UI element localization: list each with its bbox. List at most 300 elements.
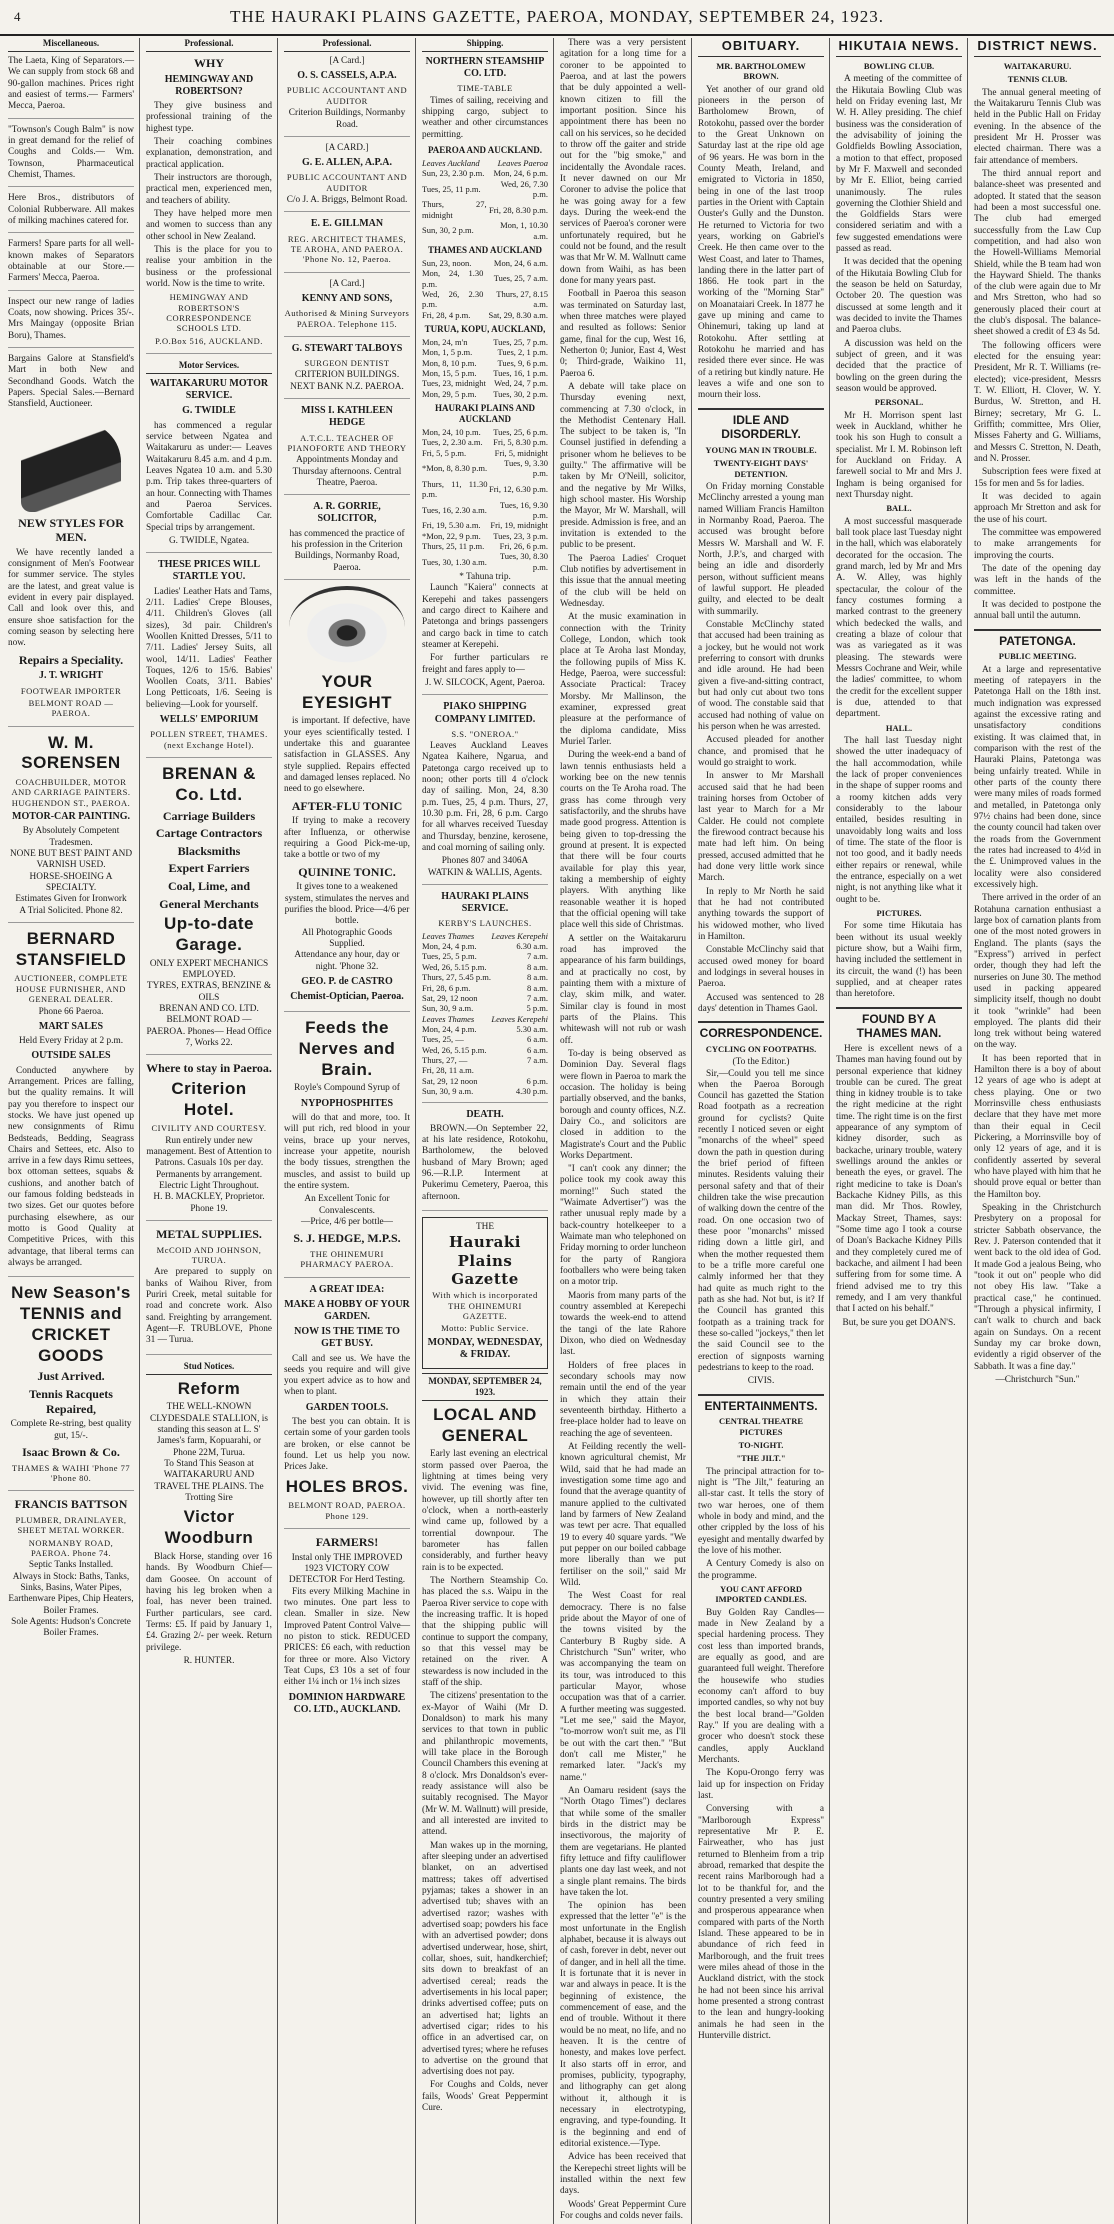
piako-ad <box>422 701 548 885</box>
steamship-ad <box>422 56 548 695</box>
ball-text: A most successful masquerade ball took place last Tuesday night in the hall, which was elaborately decorated for the occasion. The grand march, led by Mr and Mrs A. W. Alley, was highly spectacular, the colour of the fancy costumes forming a marked contrast to the greenery which bedecked the walls, and creating a blaze of colour that was as variegated as it was pleasing. The stewards were Messrs Cochrane and Weir, while the ladies' committee, to whom the credit for the excellent supper is due, attended to that department. <box>836 516 962 720</box>
news-paragraph: A debate will take place on Thursday evening next, commencing at 7.30 o'clock, in the Methodist Centenary Hall. The subject to be taken is, "In Counsel justified in defending a prisoner whom he believes to be guilty." The affirmative will be taken by Mr O'Neill, solicitor, and the negative by Mr Wilks, high school master. His Worship the Mayor, Mr W. Marshall, will preside. Admission is free, and an invitation is extended to the public to be present. <box>560 381 686 551</box>
idle-paragraph: On Friday morning Constable McClinchy arrested a young man named William Francis Hamilton in Normanby Road, Paeroa. The accused was brought before Messrs W. Marshall and W. F. North, J.P.'s, and charged with being an idle and disorderly person, without sufficient means of lawful support. He pleaded guilty, and elected to be dealt with summarily. <box>698 482 824 617</box>
isaac-sub: THAMES & WAIHI 'Phone 77 'Phone 80. <box>11 1462 131 1483</box>
timetable-cell: Tues, 25, 11 p.m. <box>422 183 481 194</box>
timetable-cell: Tues, 23, midnight <box>422 378 486 389</box>
afterflu-text: If trying to make a recovery after Influenza, or otherwise requiring a Good Pick-me-up, take a bottle or two of my <box>284 816 410 861</box>
cycling-sub: CYCLING ON FOOTPATHS. <box>705 1043 817 1054</box>
timetable-row <box>422 268 548 289</box>
gorrie-text: has commenced the practice of his profession in the Criterion Buildings, Normanby Road, Paeroa. <box>289 528 405 573</box>
battson-sub: PLUMBER, DRAINLAYER, SHEET METAL WORKER. <box>15 1514 127 1536</box>
cassels-sub: PUBLIC ACCOUNTANT AND AUDITOR <box>286 85 408 106</box>
tennis-goods-ad <box>8 1283 134 1491</box>
local-general-text <box>422 1449 548 2114</box>
gazette-the: THE <box>475 1222 495 1232</box>
allen-name: G. E. ALLEN, A.P.A. <box>302 157 392 169</box>
tennis-paragraph: The annual general meeting of the Waitakaruru Tennis Club was held in the Public Hall on Friday evening. In the absence of the president Mr H. Prosser was elected chairman. There was a fair attendance of members. <box>974 87 1101 166</box>
isaac-brown: Isaac Brown & Co. <box>22 1444 120 1459</box>
timetable-row <box>422 551 548 572</box>
timetable-header-cell: Leaves Thames <box>422 1013 475 1024</box>
timetable-cell: Mon, 24, 10 p.m. <box>422 427 481 438</box>
timetable-header <box>422 158 548 168</box>
gazette-masthead <box>422 1217 548 1369</box>
gorrie-card <box>284 501 410 580</box>
woodburn-head: To Stand This Season at WAITAKARURU AND TRAVEL THE PLAINS. The Trotting Sire <box>154 1459 264 1504</box>
timetable-row <box>422 458 548 479</box>
hikutaia-heading: HIKUTAIA NEWS. <box>836 38 962 57</box>
why-text <box>146 101 272 290</box>
timetable-row <box>422 1024 548 1034</box>
hypophosphites-ad <box>284 1018 410 1277</box>
timetable-row <box>422 1065 548 1075</box>
timetable-cell: Mon, 24, 6 p.m. <box>493 168 548 179</box>
timetable-cell: Fri, 12, 6.30 p.m. <box>488 484 548 495</box>
hps-name: HAURAKI PLAINS SERVICE. <box>441 891 529 915</box>
bowling-paragraph: A meeting of the committee of the Hikutaia Bowling Club was held on Friday evening last, Mr W. H. Alley presiding. The chief business was the consideration of the advisability of joining the Goldfields Bowling Association, a motion to that effect, proposed by Mr F. Maxwell and seconded by Mr E. Elliot, being carried unanimously. The rules governing the Clothier Shield and the Goldfields Stars were considered seriatim and with a few suggested emendations were passed as read. <box>836 74 963 255</box>
woodburn-text: Black Horse, standing over 16 hands. By Woodburn Chief—dam Goosee. On account of having his leg broken when a foal, has never been trained. Further particulars, see card. Terms: £5. If paid by January 1, £4. Grazing 2/- per week. Return privilege. <box>146 1551 272 1653</box>
why-paragraph: Their coaching combines explanation, demonstration, and practical application. <box>146 136 272 170</box>
outside-sales: OUTSIDE SALES <box>31 1050 111 1062</box>
mart-text: Held Every Friday at 2 p.m. <box>18 1036 124 1047</box>
bowling-sub: BOWLING CLUB. <box>863 60 935 71</box>
shoe-ad <box>8 422 134 727</box>
tennis-paragraph: The third annual report and balance-sheet was presented and adopted. It stated that the season had been a most successful one. The club had emerged successfully from the Law Cup competition, and had also won the Howell-Williams Memorial Shield, while the B team had won the Hayward Shield. The thanks of the club were again due to Mr and Mrs Stretton, who had so generously placed their court at the club's disposal. The balance-sheet showed a credit of £3 4s 5d. <box>974 168 1101 338</box>
misc-ads <box>8 56 134 416</box>
timetable-row <box>422 993 548 1003</box>
timetable-cell: 5 p.m. <box>526 1003 548 1014</box>
card-label: [A Card.] <box>329 278 365 289</box>
brenan-line: Coal, Lime, and <box>167 879 250 894</box>
timetable-row <box>422 199 548 220</box>
tools-headline: GARDEN TOOLS. <box>305 1401 389 1413</box>
timetable-row <box>422 368 548 378</box>
bowling-paragraph: A discussion was held on the subject of green, and it was decided that the practice of bowling on the green during the season would be approved. <box>836 338 962 395</box>
castro-name: GEO. P. de CASTRO <box>301 975 393 987</box>
timetable-cell: Tues, 23, 3 p.m. <box>493 530 548 541</box>
misc-ad: Here Bros., distributors of Colonial Rubberware. All makes of milking machines catered for. <box>8 193 134 233</box>
why-paragraph: This is the place for you to realise your ambition in the business or the professional world. Now is the time to write. <box>146 244 272 289</box>
hobby: MAKE A HOBBY OF YOUR GARDEN. <box>284 1298 410 1322</box>
timetable-cell: Mon, 24, 1.30 p.m. <box>422 268 484 289</box>
timetable-cell: Mon, 8, 10 p.m. <box>422 357 477 368</box>
hedge-name: MISS I. KATHLEEN HEDGE <box>301 405 393 429</box>
news-paragraph: Advice has been received that the Kerepechi street lights will be installed within the next few days. <box>560 2152 686 2197</box>
local-paragraph: For Coughs and Colds, never fails, Woods' Great Peppermint Cure. <box>422 2080 548 2114</box>
public-text: At a large and representative meeting of ratepayers in the Patetonga Hall on the 18th inst. much indignation was expressed against the excessive rating and unsatisfactory conditions existing. It was claimed that, in comparison with the rest of the Hauraki Plains, Patetonga was being unfairly treated. While in other parts of the county there were many miles of roads formed and metalled, in Patetonga only 97½ chains had been done, since the county council had taken over the roads from the Government the rates had increased to 4½d in the £. Unimproved values in the locality were also considered excessively high. <box>974 664 1101 890</box>
eyesight-ad <box>284 586 410 1012</box>
dateline: MONDAY, SEPTEMBER 24, 1923. <box>422 1373 548 1401</box>
shoe-headline: NEW STYLES FOR MEN. <box>18 515 124 545</box>
candles-text: Buy Golden Ray Candles—made in New Zealand by a special hardening process. They cost less than imported brands, are equally as good, and are guaranteed full weight. Therefore the housewife who studies economy can't afford to buy imported candles, so why not buy the best local brand—"Golden Ray." If you are dealing with a grocer who doesn't stock these candles, apply Auckland Merchants. <box>698 1607 824 1766</box>
horse-shoeing: HORSE-SHOEING A SPECIALTY. <box>29 871 113 893</box>
hall-sub: HALL. <box>885 722 913 733</box>
mackley: H. B. MACKLEY, Proprietor. Phone 19. <box>153 1192 265 1214</box>
bowling-text <box>836 74 962 395</box>
cassels-address: Criterion Buildings, Normanby Road. <box>288 108 406 130</box>
holes-ad <box>284 1284 410 1530</box>
gazette-title: Hauraki Plains Gazette <box>448 1233 521 1288</box>
battson-address: NORMANBY ROAD, PAEROA. Phone 74. <box>28 1537 114 1558</box>
idle-headline: IDLE AND DISORDERLY. <box>698 408 824 442</box>
civility: CIVILITY AND COURTESY. <box>151 1123 267 1134</box>
castro-sub: Chemist-Optician, Paeroa. <box>290 991 404 1003</box>
attendance: Attendance any hour, day or night. 'Phone 32. <box>294 950 400 972</box>
news-paragraph: An Oamaru resident (says the "North Otago Times") declares that while some of the smaller birds in the district may be insectivorous, the majority of them are vegetarians. He planted fifty lettuce and fifty cauliflower plants one day last week, and not a single plant remains. The birds have taken the lot. <box>560 1785 686 1898</box>
stansfield-phone: Phone 66 Paeroa. <box>38 1006 104 1017</box>
timetable-row <box>422 1003 548 1013</box>
talboys-sub: SURGEON DENTIST <box>304 358 390 369</box>
news-paragraph: Woods' Great Peppermint Cure For coughs and colds never fails. <box>560 2199 686 2222</box>
brenan-address: BRENAN AND CO. LTD. BELMONT ROAD — PAEROA. Phones— Head Office 7, Works 22. <box>146 1004 272 1049</box>
timetable-cell: 7 a.m. <box>526 1055 548 1066</box>
idle-paragraph: In reply to Mr North he said that he had not contributed anything towards the support of his widowed mother, who lived in Hamilton. <box>698 886 824 942</box>
tennis-paragraph: The date of the opening day was left in the hands of the committee. <box>974 564 1101 597</box>
tennis-text <box>974 88 1101 623</box>
timetable-cell: Tues, 16, 2.30 a.m. <box>422 504 487 515</box>
sjhedge-name: S. J. HEDGE, M.P.S. <box>293 1231 401 1246</box>
timetable-cell: Sun, 30, 9 a.m. <box>422 1086 474 1097</box>
shoe-text: We have recently landed a consignment of Men's Footwear for summer service. The styles are the latest, and great value is evident in every pair displayed. Call and look over this, and ensure shoe satisfaction for the coming season by selecting here now. <box>8 547 134 649</box>
column-heading: Professional. <box>284 38 410 52</box>
timetable-cell: Thurs, 27, 5.45 p.m. <box>422 972 491 983</box>
stansfield-name: BERNARD STANSFIELD <box>15 928 127 969</box>
afterflu-headline: AFTER-FLU TONIC <box>291 798 403 813</box>
gazette-days: MONDAY, WEDNESDAY, & FRIDAY. <box>427 1336 543 1360</box>
local-general-headline: LOCAL AND GENERAL <box>433 1404 537 1445</box>
death-text: BROWN.—On September 22, at his late residence, Rotokohu, Bartholomew, the beloved husband of Mary Brown; aged 96.—R.I.P. Interment at Pukerimu Cemetery, Paeroa, this afternoon. <box>422 1123 548 1202</box>
turua-kopu-table <box>422 337 548 399</box>
quinine-text: It gives tone to a weakened system, stimulates the nerves and purifies the blood. Price—4/6 per bottle. <box>284 882 410 927</box>
brenan-line: Expert Farriers <box>168 861 250 876</box>
timetable-cell: Mon, 15, 5 p.m. <box>422 368 477 379</box>
gazette-motto: Motto: Public Service. <box>441 1323 529 1334</box>
entertainments-headline: ENTERTAINMENTS. <box>698 1394 824 1414</box>
corr-to: (To the Editor.) <box>732 1057 790 1068</box>
timetable-cell: 6 a.m. <box>526 1044 548 1055</box>
news-paragraphs <box>560 38 686 2222</box>
idle-sub-2: TWENTY-EIGHT DAYS' DETENTION. <box>713 458 809 479</box>
sorensen-ad <box>8 733 134 923</box>
obituary-text <box>698 85 824 402</box>
timetable-cell: Tues, 9, 6 p.m. <box>497 357 548 368</box>
waitakaruru-motor: WAITAKARURU MOTOR SERVICE. <box>149 377 269 402</box>
local-paragraph: The Northern Steamship Co. has placed the s.s. Waipu in the Paeroa River service to cope with the increasing traffic. It is hoped that the shipping public will continue to support the company, so that this vessel may be retained on the river. A stewardess is now included in the staff of the ship. <box>422 1576 548 1688</box>
talboys-address: CRITERION BUILDINGS. NEXT BANK N.Z. PAEROA. <box>290 370 404 392</box>
timetable-cell: 5.30 a.m. <box>516 1024 548 1034</box>
victory-ad <box>284 1535 410 1724</box>
timetable-header-cell: Leaves Paeroa <box>497 157 548 168</box>
excellent: An Excellent Tonic for Convalescents. <box>304 1194 390 1216</box>
outside-text: Conducted anywhere by Arrangement. Prices are falling, but the quality remains. It will pay you therefore to inspect our stocks. We have just opened up new consignments of Rimu Bedsteads, Bedding, Seagrass Chairs and Settees, etc. Also to arrive in a few days Rimu settees, box ottoman settees, squabs & cushions, and another batch of our famous folding bedsteads in two sizes. Get our quotes before purchasing elsewhere, as our motto is Good Quality at Competitive Prices, with this advantage, that liberal terms can always be arranged. <box>8 1065 134 1269</box>
waitakaruru-sub: WAITAKARURU. <box>1003 60 1072 71</box>
dominion-hardware: DOMINION HARDWARE CO. LTD., AUCKLAND. <box>288 1691 406 1715</box>
sabbath-text: Speaking in the Christchurch Presbytery on a proposal for stricter Sabbath observance, the Rev. J. Paterson contended that it went back to the old idea of God. It made God a jealous Being, who "took it out on" people who did not obey His law. "Take a practical case," he continued. "Through a physical infirmity, I can't walk to church and back again on Sundays. On a recent Sunday my car broke down, evidently a rigid observer of the Sabbath. It was a fine day." <box>974 1203 1101 1372</box>
stansfield-sub: AUCTIONEER, COMPLETE HOUSE FURNISHER, AND GENERAL DEALER. <box>14 973 128 1005</box>
twidle-signature: G. TWIDLE, Ngatea. <box>168 535 250 546</box>
hauraki-auckland-table <box>422 427 548 572</box>
hedge-card <box>284 405 410 495</box>
estimates: Estimates Given for Ironwork <box>15 894 127 905</box>
hypo-text: will do that and more, too. It will put rich, red blood in your veins, brace up your nerves, increase your appetite, nourish the body tissues, strengthen the muscles, and assist to build up the entire system. <box>284 1112 410 1191</box>
idle-paragraph: Accused was sentenced to 28 days' detention in Thames Gaol. <box>698 992 824 1014</box>
timetable-header-cell: Leaves Thames <box>422 930 475 941</box>
hr-address: P.O.Box 516, AUCKLAND. <box>155 335 263 346</box>
idle-paragraph: Constable McClinchy said that accused owed money for board and lodgings in several houses in Paeroa. <box>698 945 824 990</box>
timetable-cell: 6 p.m. <box>526 1075 548 1086</box>
tools-text: The best you can obtain. It is certain some of your garden tools are broken, or else cannot be found. Let us help you now. Prices Jake. <box>284 1417 410 1473</box>
timetable-row <box>422 1076 548 1086</box>
timetable-cell: Tues, 25, 5 p.m. <box>422 951 477 962</box>
eye-illustration <box>289 586 405 668</box>
mart-sales: MART SALES <box>38 1020 104 1032</box>
why-paragraph: Their instructors are thorough, practical men, experienced men, and teachers of ability. <box>146 172 272 206</box>
piako-phones: Phones 807 and 3406A <box>441 856 529 867</box>
correspondence-paragraph: Sir,—Could you tell me since when the Paeroa Borough Council has gazetted the Station Road footpath as a recreation ground for cyclists? Quite recently I noticed seven or eight "monarchs of the wheel" speed down the path in question during the brief period of fifteen minutes. Residents valuing their personal safety and that of their children take the wise precaution of walking down the centre of the road. On one occasion two of these poor "monarchs" missed riding down a little girl, and when the mother requested them to be a trifle more careful one calmly informed her that they had quite as much right to the path as she had. Not but, is it? If the Council has granted this footpath as a training track for these so-called "jockeys," then let the said Council see to the erection of signposts warning pedestrians to keep to the road. <box>698 1068 824 1374</box>
idle-text <box>698 482 824 1015</box>
holes-address: BELMONT ROAD, PAEROA. Phone 129. <box>288 1500 406 1521</box>
timetable-cell: Tues, 25, 7 p.m. <box>493 336 548 347</box>
wells-address: POLLEN STREET, THAMES. (next Exchange Hotel). <box>150 729 268 750</box>
metal-headline: METAL SUPPLIES. <box>156 1227 262 1242</box>
timetable-cell: Mon, 24, 4 p.m. <box>422 1024 477 1034</box>
timetable-row <box>422 168 548 178</box>
timetable-cell: Tues, 2, 1 p.m. <box>497 347 548 358</box>
motor-painting: MOTOR-CAR PAINTING. <box>12 811 130 823</box>
paeroa-auckland-head: PAEROA AND AUCKLAND. <box>427 145 543 156</box>
idle-sub: YOUNG MAN IN TROUBLE. <box>705 445 817 456</box>
news-paragraph: Maoris from many parts of the country assembled at Kerepechi towards the week-end to attend the tangi of the late Rahore Dixon, who died on Wednesday last. <box>560 1290 686 1358</box>
tennis-paragraph: It was decided to postpone the annual ball until the autumn. <box>974 600 1101 622</box>
news-paragraph: Football in Paeroa this season was terminated on Saturday last, when three matches were played and resulted as follows: Senior game, final for the cup, West 16, Netherton 0; Junior, East 4, West 0; Third-grade, Waikino 11, Paeroa 6. <box>560 289 686 379</box>
criterion-ad <box>146 1061 272 1221</box>
watkin: WATKIN & WALLIS, Agents. <box>427 867 543 878</box>
shoe-illustration <box>21 422 122 512</box>
timetable-cell: Mon, 1, 10.30 a.m. <box>500 220 548 241</box>
septic: Septic Tanks Installed. <box>28 1560 114 1571</box>
why-headline: WHY <box>194 55 224 70</box>
wright-sub: FOOTWEAR IMPORTER <box>20 685 122 696</box>
twidle-text: has commenced a regular service between Ngatea and Waitakaruru as under:— Leaves Waitakaruru 8.45 a.m. and 4 p.m. Leaves Ngatea 10 a.m. and 5.30 p.m. Trip takes three-quarters of an hour. Connecting with Thames and Paeroa Services. Comfortable Cadillac Car. Special trips by arrangement. <box>146 420 272 533</box>
timetable-cell: Tues, 30, 2 p.m. <box>493 388 548 399</box>
motor-text: By Absolutely Competent Tradesmen. <box>22 826 120 848</box>
timetable-cell: Tues, 16, 1 p.m. <box>493 368 548 379</box>
timetable-header-cell: Leaves Kerepehi <box>491 930 548 941</box>
misc-ad: The Laeta, King of Separators.— We can supply from stock 68 and 90-gallon machines. Prices right and easiest of terms.— Farmers' Mecca, Paeroa. <box>8 56 134 119</box>
timetable-cell: Thurs, 27, 8.15 a.m. <box>496 288 548 310</box>
misc-ad: "Townson's Cough Balm" is now in great demand for the relief of Coughs and Colds.— Wm. Townson, Pharmaceutical Chemist, Thames. <box>8 125 134 188</box>
column-professional-2 <box>284 38 416 2224</box>
talboys-card <box>284 343 410 399</box>
marlborough-text: Conversing with a "Marlborough Express" representative Mr P. E. Fairweather, who has just returned to Blenheim from a trip abroad, remarked that despite the recent rains Marlborough had a lot to be thankful for, and the country presented a very smiling and prosperous appearance when compared with parts of the North Island. These appeared to be in abundance of rich feed in Marlborough, and the fruit trees were miles ahead of those in the Auckland district, with the stock he had not been since his arrival home presented a strong contrast to the lean and hungry-looking animals he had seen in the Hunterville district. <box>698 1804 824 2041</box>
wright-name: J. T. WRIGHT <box>39 670 103 682</box>
timetable-cell: Sun, 30, 2 p.m. <box>422 225 474 236</box>
misc-ad: Bargains Galore at Stansfield's Mart in both New and Secondhand Goods. Watch the Papers. Special Sales.—Bernard Stansfield, Auctioneer. <box>8 353 134 410</box>
criterion-text: Run entirely under new management. Best of Attention to Patrons. Casuals 10s per day. Permanents by arrangement. Electric Light Throughout. <box>146 1135 272 1192</box>
hypo-name: NYPOPHOSPHITES <box>300 1097 394 1109</box>
hauraki-auckland-head: HAURAKI PLAINS AND AUCKLAND <box>434 403 535 425</box>
hr-schools: HEMINGWAY AND ROBERTSON'S CORRESPONDENCE SCHOOLS LTD. <box>166 292 252 334</box>
reform-text: THE WELL-KNOWN CLYDESDALE STALLION, is standing this season at L. S' James's farm, Kopuarahi, or Phone 22M, Turua. <box>150 1402 268 1458</box>
news-paragraph: During the week-end a band of lawn tennis enthusiasts held a working bee on the new tennis courts on the Te Aroha road. The grass has come through very satisfactorily, and the shrubs have made good progress. Attention is being given to top-dressing the ground at present. It is expected that there will be four courts available for play this year, taking a membership of eighty players. With anything like reasonable weather it is hoped that the official opening will take place well this side of Christmas. <box>560 750 686 931</box>
news-paragraph: The Paeroa Ladies' Croquet Club notifies by advertisement in this issue that the annual meeting of the club will be held on Wednesday. <box>560 553 686 610</box>
cassels-card <box>284 56 410 137</box>
correspondence-headline: CORRESPONDENCE. <box>698 1021 824 1041</box>
cassels-name: O. S. CASSELS, A.P.A. <box>297 70 397 82</box>
column-obituary <box>698 38 830 2224</box>
sorensen-name: W. M. SORENSEN <box>21 732 121 773</box>
sun-credit: —Christchurch "Sun." <box>995 1375 1080 1385</box>
masthead <box>0 0 1114 36</box>
prices-headline: THESE PRICES WILL STARTLE YOU. <box>157 559 261 583</box>
timetable-cell: Sun, 23, 2.30 p.m. <box>422 168 485 179</box>
kerby-ad <box>422 891 548 1102</box>
timetable-row <box>422 378 548 388</box>
kerby-table-2 <box>422 1014 548 1097</box>
timetable-row <box>422 972 548 982</box>
correspondence-text <box>698 1069 824 1375</box>
brenan-line: Cartage Contractors <box>155 826 263 841</box>
timetable-cell: Thurs, 27, midnight <box>422 199 487 220</box>
royle: Royle's Compound Syrup of <box>294 1083 400 1094</box>
chess-text: It has been reported that in Hamilton there is a boy of about 12 years of age who is adept at chess playing. One or two Morrinsville chess enthusiasts declare that they have met more than their equal in Cecil Pickering, a Morrinsville boy of only 12 years of age, and it is confidently asserted by several who have played with him that he should prove equal or better than the Hamilton boy. <box>974 1053 1101 1200</box>
brenan-line: General Merchants <box>159 896 259 911</box>
page-number: 4 <box>14 9 22 24</box>
timetable-cell: Fri, 28, 8.30 p.m. <box>488 204 548 215</box>
timetable-cell: Fri, 28, 6 p.m. <box>422 982 471 993</box>
garage-headline: Up-to-date Garage. <box>164 914 254 954</box>
brenan-ad <box>146 764 272 1055</box>
hunter: R. HUNTER. <box>183 1655 235 1666</box>
column-news <box>560 38 692 2224</box>
sorensen-sub: COACHBUILDER, MOTOR AND CARRIAGE PAINTERS. HUGHENDON ST., PAEROA. <box>11 777 131 808</box>
news-paragraph: Holders of free places in secondary schools may now remain until the end of the year in which they attain their seventeenth birthday. Hitherto a free-place holder had to leave on reaching the age of seventeen. <box>560 1360 686 1439</box>
column-shipping <box>422 38 554 2224</box>
local-paragraph: The citizens' presentation to the ex-Mayor of Waihi (Mr D. Donaldson) to mark his many services to that town in public and philanthropic movements, will take place in the Borough Council Chambers this evening at 8 o'clock. Mrs Donaldson's ever-ready assistance will also be suitably recognised. The Mayor (Mr W. M. Wallnutt) will preside, and all interested are invited to attend. <box>422 1691 549 1838</box>
timetable-header <box>422 931 548 941</box>
just-arrived: Just Arrived. <box>37 1369 105 1384</box>
hall-text: The hall last Tuesday night showed the utter inadequacy of the hall accommodation, while the lack of proper conveniences in the shape of supper rooms and a roomy kitchen adds very considerably to the labour entailed, besides resulting in unavoidably long waits and loss of time. The state of the floor is not too good, and it badly needs either repairs or renewal, while the entrance, especially on a wet night, is not anything like what it ought to be. <box>836 736 962 905</box>
timetable-row <box>422 179 548 200</box>
timetable-cell: 8 a.m. <box>526 961 548 972</box>
where-stay: Where to stay in Paeroa. <box>146 1061 272 1076</box>
timetable-row <box>422 337 548 347</box>
central-theatre: CENTRAL THEATRE PICTURES <box>719 1416 803 1437</box>
hypo-price: —Price, 4/6 per bottle— <box>301 1216 393 1227</box>
farmers-headline: FARMERS! <box>315 1535 379 1550</box>
civis: CIVIS. <box>747 1376 775 1387</box>
gazette-sub: With which is incorporated THE OHINEMURI GAZETTE. <box>432 1290 538 1321</box>
timetable-row <box>422 951 548 961</box>
kopu-ferry: The Kopu-Orongo ferry was laid up for inspection on Friday last. <box>698 1768 824 1801</box>
steamship-name: NORTHERN STEAMSHIP CO. LTD. <box>425 55 545 80</box>
feeds-headline: Feeds the Nerves and Brain. <box>298 1018 396 1079</box>
thames-auckland-head: THAMES AND AUCKLAND <box>427 244 542 255</box>
timetable-cell: 8 a.m. <box>526 972 548 983</box>
timetable-cell: Sat, 29, 12 noon <box>422 992 478 1003</box>
timetable-cell: Tues, 16, 9.30 p.m. <box>499 499 548 520</box>
timetable-cell: Sat, 29, 8.30 a.m. <box>488 309 548 320</box>
timetable-cell: Thurs, 11, 11.30 p.m. <box>422 478 488 500</box>
timetable-cell: Fri, 5, 8.30 p.m. <box>493 437 548 448</box>
stansfield-ad <box>8 929 134 1277</box>
column-hikutaia <box>836 38 968 2224</box>
tahuna-note: * Tahuna trip. <box>459 572 511 583</box>
timetable-row <box>422 448 548 458</box>
kenny-sub: Authorised & Mining Surveyors PAEROA. Telephone 115. <box>284 308 410 329</box>
tennis-paragraph: The committee was empowered to make arrangements for improving the courts. <box>974 528 1101 561</box>
timetable-header-cell: Leaves Kerepehi <box>491 1013 548 1024</box>
restring: Complete Re-string, best quality gut, 15/-. <box>10 1419 132 1441</box>
timetable-cell: 7 a.m. <box>526 992 548 1003</box>
mcoid: McCOID AND JOHNSON, TURUA. <box>156 1244 262 1266</box>
timetable-cell: Wed, 26, 5.15 p.m. <box>422 1044 487 1055</box>
timetable-cell: Fri, 19, 5.30 a.m. <box>422 520 481 531</box>
idle-paragraph: Constable McClinchy stated that accused had been training as a jockey, but he would not work preferring to consort with drunks and idle around. He had been given a five-and-sitting contract, but had only cut about two tons of wood. The constable said that accused had nothing of value on his person when he was arrested. <box>698 620 824 732</box>
brenan-lines <box>146 809 272 912</box>
tennis-sub: TENNIS CLUB. <box>1007 74 1068 85</box>
news-paragraph: A settler on the Waitakaruru road has improved the appearance of his farm buildings, and at practically no cost, by painting them with a mixture of clay, skim milk, and water. Similar clay is found in most parts of the Plains. This whitewash will not rub or wash off. <box>560 933 686 1046</box>
news-paragraph: The West Coast for real democracy. There is no false pride about the Mayor of one of the towns visited by the Canterbury B Rugby side. A Christchurch "Sun" writer, who was accompanying the team on its tour, was introduced to this particular Mayor, whose occupation was that of a carrier. A further meeting was suggested. "Let me see," said the Mayor, "to-morrow won't suit me, as I'll be out with the cart then." "But don't call me Mister," he remarked later. "Jack's my name." <box>560 1591 686 1783</box>
found-headline: FOUND BY A THAMES MAN. <box>836 1007 962 1041</box>
column-professional-1 <box>146 38 278 2224</box>
victory-headline: Instal only THE IMPROVED 1923 VICTORY COW DETECTOR For Herd Testing. <box>288 1552 406 1586</box>
gillman-sub: REG. ARCHITECT THAMES, TE AROHA, AND PAEROA. 'Phone No. 12, Paeroa. <box>287 233 407 265</box>
news-paragraph: There was a very persistent agitation for a long time for a coroner to be appointed to Paeroa, and at last the powers that be duly appointed a well-known citizen to fill the important position. Since his appointment there has been no call on his services, so he decided to throw off the gaiter and stride out for the "big smoke," and incidentally the Avondale races. It never dawned on our Mr Coroner to advise the police that he was going away for a few days. During the week-end the services of Paeroa's coroner were unfortunately required, but he could not be found, and the result was that Mr W. M. Wallnutt came down from Waihi, as has been done for many years past. <box>560 38 686 286</box>
talboys-name: G. STEWART TALBOYS <box>291 342 403 354</box>
wells-name: WELLS' EMPORIUM <box>159 714 259 726</box>
timetable-row <box>422 427 548 437</box>
why-paragraph: They have helped more men and women to success than any other school in New Zealand. <box>146 208 272 242</box>
column-heading: Miscellaneous. <box>8 38 134 52</box>
allen-address: C/o J. A. Briggs, Belmont Road. <box>286 195 408 206</box>
timetable-header <box>422 1014 548 1024</box>
carnation-text: There arrived in the order of an Rotahuna carnation enthusiast a large box of carnation plants from one of the most noted growers in England. The plants (says the "Express") arrived in perfect order, though they had left the nurseries on June 30. The method used in packing appeared simplicity itself, though no doubt it took "wrinkle" had been employed. The plants did their long trek without being watered on the way. <box>974 893 1101 1051</box>
holes-name: HOLES BROS. <box>285 1476 409 1496</box>
tyres: TYRES, EXTRAS, BENZINE & OILS <box>146 981 272 1003</box>
card-label: [A CARD.] <box>325 142 369 153</box>
timetable-row <box>422 1055 548 1065</box>
repairs-headline: Repairs a Speciality. <box>18 652 124 667</box>
timetable-row <box>422 541 548 551</box>
garden-text: Call and see us. We have the seeds you require and will give you expert advice as to how and when to plant. <box>284 1353 410 1398</box>
pictures-text: For some time Hikutaia has been without its usual weekly picture show, but a Waihi firm, having included the settlement in its circuit, the wand (!) has been supplied, and at cheaper rates than heretofore. <box>836 921 962 1000</box>
timetable-cell: Wed, 24, 7 p.m. <box>494 378 548 389</box>
timetable-row <box>422 220 548 241</box>
doans: But, be sure you get DOAN'S. <box>842 1317 956 1328</box>
timetable-row <box>422 1034 548 1044</box>
oneroa: S.S. "ONEROA." <box>451 728 519 739</box>
wells-ad <box>146 559 272 758</box>
timetable-cell: Fri, 5, 5 p.m. <box>422 447 467 458</box>
reform: Reform <box>177 1378 241 1398</box>
timetable-row <box>422 1045 548 1055</box>
timetable-cell: Fri, 28, 11 a.m. <box>422 1065 474 1076</box>
garage-text: ONLY EXPERT MECHANICS EMPLOYED. <box>149 958 269 981</box>
timetable-cell: Fri, 28, 4 p.m. <box>422 309 471 320</box>
local-paragraph: Early last evening an electrical storm passed over Paeroa, the lightning at times being very vivid. The evening was fine, however, up till shortly after ten o'clock, when a north-easterly wind came up, followed by a torrential downpour. The barometer has fallen considerably, and further heavy rain is to be expected. <box>422 1449 548 1573</box>
found-text: Here is excellent news of a Thames man having found out by personal experience that kidney trouble can be cured. The great thing in kidney trouble is to take the right medicine at the right time. The right time is on the first appearance of any symptom of kidney disorder, such as backache, urinary trouble, watery swellings around the ankles or beneath the eyes, or gravel. The right medicine to take is Doan's Backache Kidney Pills, as this man did. Mr Thos. Rowley, Mackay Street, Thames, says: "Some time ago I took a course of Doan's Backache Kidney Pills and they completely cured me of backache, and ailment I had been suffering from for some time. A friend advised me to try this remedy, and I am very thankful that I acted on his behalf." <box>836 1043 962 1315</box>
thames-auckland-table <box>422 258 548 320</box>
timetable-cell: Fri, 5, midnight <box>494 447 548 458</box>
death-headline: DEATH. <box>466 1108 504 1120</box>
news-paragraph: At Feilding recently the well-known agricultural chemist, Mr Wild, said that he had made an investigation some time ago and found that the average quantity of manure applied to the cultivated land by farmers of New Zealand was tewt per acre. That equalled 19 to every 40 square yards. "We put pepper on our boiled cabbage more liberally than we put fertiliser on the soil," said Mr Wild. <box>560 1442 686 1588</box>
timetable-cell: Tues, 25, 6 p.m. <box>493 427 548 438</box>
obituary-sub: MR. BARTHOLOMEW BROWN. <box>716 60 806 82</box>
timetable-row <box>422 500 548 521</box>
stock: Always in Stock: Baths, Tanks, Sinks, Basins, Water Pipes, Earthenware Pipes, Chip Heaters, Boiler Frames. <box>8 1571 134 1616</box>
timetable-cell: *Mon, 22, 9 p.m. <box>422 530 481 541</box>
